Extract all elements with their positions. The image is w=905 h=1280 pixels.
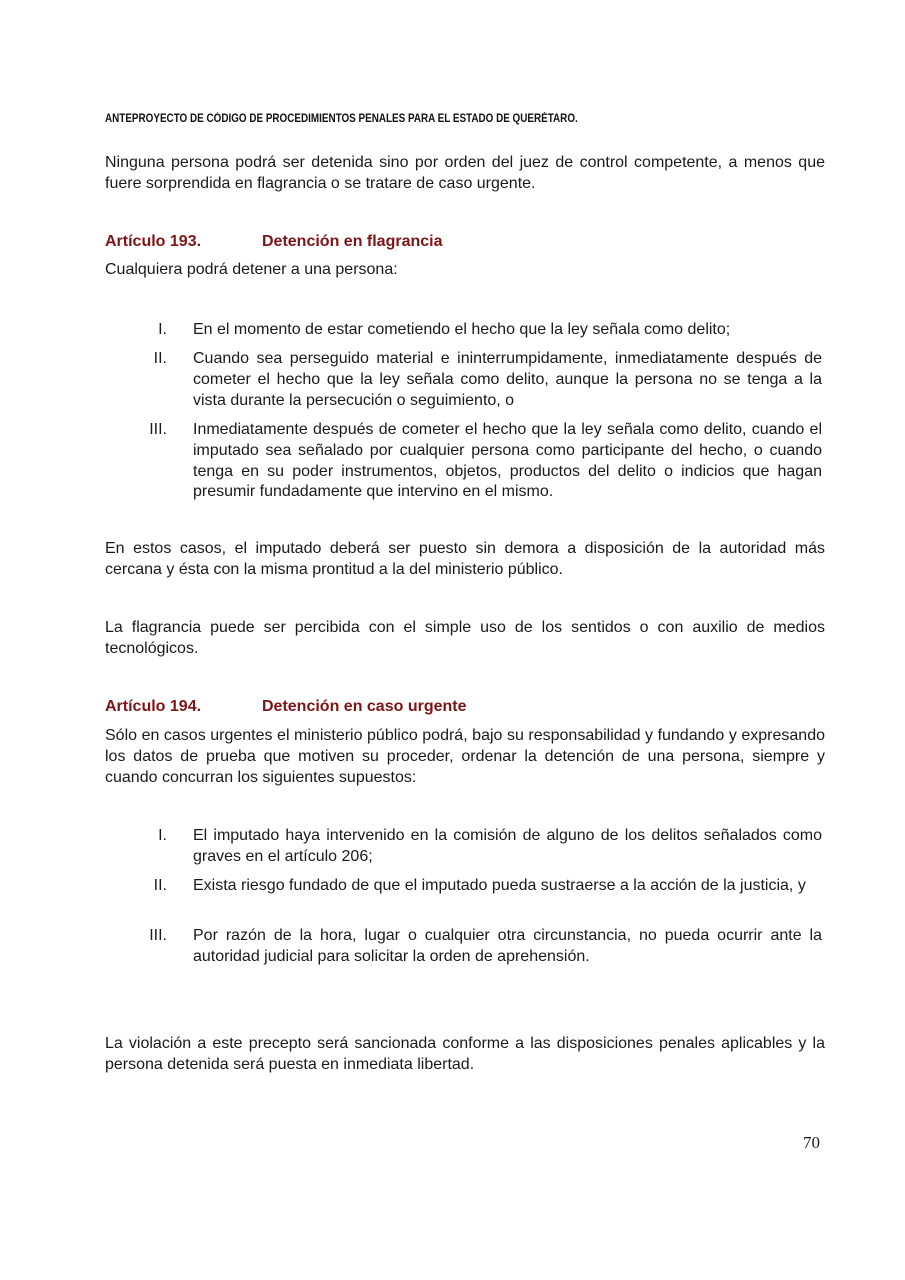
page-number: 70 [803, 1133, 820, 1152]
list-numeral: I. [158, 321, 167, 338]
list-numeral: II. [153, 350, 167, 367]
list-numeral: II. [153, 877, 167, 894]
list-text: Exista riesgo fundado de que el imputado pueda sustraerse a la acción de la justicia, y [193, 877, 806, 894]
list-item [105, 349, 822, 411]
paragraph: La flagrancia puede ser percibida con el simple uso de los sentidos o con auxilio de medios tecnológicos. [105, 619, 825, 657]
list-numeral: III. [149, 927, 167, 944]
article-title: Detención en flagrancia [262, 233, 443, 250]
list-item [105, 826, 822, 868]
list-numeral: III. [149, 421, 167, 438]
article-193-lead: Cualquiera podrá detener a una persona: [105, 261, 398, 278]
list-text: En el momento de estar cometiendo el hecho que la ley señala como delito; [193, 321, 731, 338]
paragraph: La violación a este precepto será sancionada conforme a las disposiciones penales aplicables y la persona detenida será puesta en inmediata libertad. [105, 1035, 825, 1073]
article-194-lead: Sólo en casos urgentes el ministerio público podrá, bajo su responsabilidad y fundando y expresando los datos de prueba que motiven su proceder, ordenar la detención de una persona, siempre y cuando concurran los siguientes supuestos: [105, 727, 825, 786]
intro-paragraph: Ninguna persona podrá ser detenida sino por orden del juez de control competente, a menos que fuere sorprendida en flagrancia o se tratare de caso urgente. [105, 154, 825, 192]
list-text: El imputado haya intervenido en la comisión de alguno de los delitos señalados como graves en el artículo 206; [193, 827, 822, 865]
list-item [105, 320, 822, 341]
list-text: Inmediatamente después de cometer el hecho que la ley señala como delito, cuando el imputado sea señalado por cualquier persona como participante del hecho, o cuando tenga en su poder instrumentos, objetos, productos del delito o indicios que hagan presumir fundadamente que intervino en el mismo. [193, 421, 822, 501]
paragraph: En estos casos, el imputado deberá ser puesto sin demora a disposición de la autoridad más cercana y ésta con la misma prontitud a la del ministerio público. [105, 540, 825, 578]
article-number: Artículo 193. [105, 233, 202, 250]
list-item [105, 876, 822, 897]
article-194-heading [105, 697, 467, 718]
running-header: ANTEPROYECTO DE CÓDIGO DE PROCEDIMIENTOS PENALES PARA EL ESTADO DE QUERÉTARO. [105, 113, 578, 125]
list-text: Por razón de la hora, lugar o cualquier otra circunstancia, no pueda ocurrir ante la autoridad judicial para solicitar la orden de aprehensión. [193, 927, 822, 965]
article-number: Artículo 194. [105, 698, 202, 715]
article-193-heading [105, 232, 443, 253]
list-item [105, 926, 822, 968]
article-title: Detención en caso urgente [262, 698, 467, 715]
list-text: Cuando sea perseguido material e ininterrumpidamente, inmediatamente después de cometer el hecho que la ley señala como delito, aunque la persona no se tenga a la vista durante la persecución o seguimiento, o [193, 350, 822, 409]
list-item [105, 420, 822, 503]
list-numeral: I. [158, 827, 167, 844]
